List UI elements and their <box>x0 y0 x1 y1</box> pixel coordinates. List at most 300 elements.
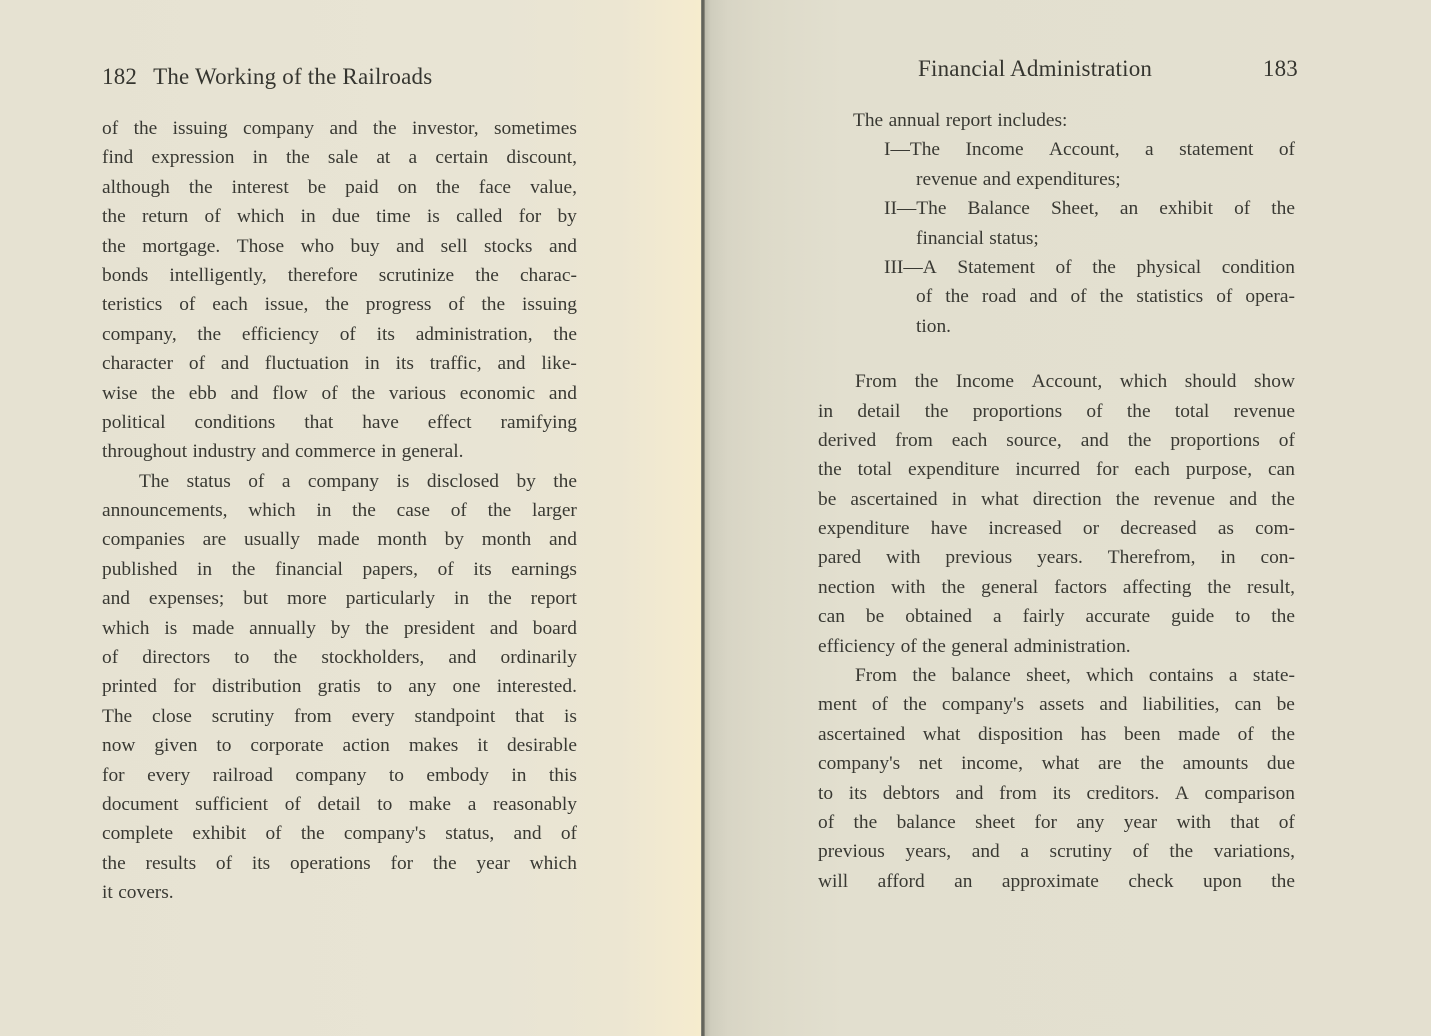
word: purpose, <box>1185 459 1253 481</box>
word: a <box>408 147 418 169</box>
word: the <box>351 382 376 404</box>
list-item-line <box>818 135 1295 164</box>
word: Statement <box>957 256 1035 278</box>
word: of <box>450 500 467 522</box>
word: balance <box>951 665 1011 687</box>
word: covers. <box>118 882 174 904</box>
word: its <box>251 852 271 874</box>
word: the <box>188 176 213 198</box>
word: the <box>102 206 126 228</box>
word: ascertained <box>818 723 906 745</box>
word: for <box>390 852 414 874</box>
word: detail <box>317 793 361 815</box>
word: to <box>1235 606 1251 628</box>
left-running-head <box>102 64 522 90</box>
text-line <box>818 485 1295 514</box>
left-paragraph-2 <box>102 467 577 908</box>
word: of <box>916 286 933 308</box>
word: which <box>1119 371 1168 393</box>
word: sometimes <box>493 118 577 139</box>
word: fairly <box>1022 606 1065 628</box>
word: the <box>1271 606 1295 628</box>
text-line <box>818 661 1295 690</box>
word: commerce <box>294 441 376 463</box>
word: the <box>197 323 222 345</box>
list-item-balance-sheet <box>818 194 1295 253</box>
word: report <box>945 110 992 131</box>
word: the <box>133 118 158 139</box>
word: the <box>372 118 397 139</box>
word: affecting <box>1122 576 1192 598</box>
word: of <box>871 694 889 716</box>
word: scrutinize <box>378 264 455 286</box>
word: assets <box>1039 694 1085 716</box>
word: the <box>475 264 499 286</box>
text-line <box>102 143 577 172</box>
word: railroad <box>212 764 273 786</box>
word: sheet, <box>1026 665 1071 687</box>
word: from <box>294 705 332 727</box>
word: have <box>362 411 399 433</box>
text-line <box>818 837 1295 866</box>
word: the <box>853 811 878 833</box>
word: annual <box>888 110 941 131</box>
word: Balance <box>967 198 1030 220</box>
right-paragraph-income <box>818 367 1295 661</box>
word: detail <box>857 400 901 422</box>
word: includes: <box>997 110 1068 131</box>
word: now <box>102 735 136 757</box>
word: of <box>204 206 221 228</box>
text-line <box>102 232 577 261</box>
word: printed <box>102 676 157 698</box>
word: com- <box>1255 518 1295 540</box>
word: a <box>1145 139 1154 161</box>
left-page-number: 182 <box>102 64 138 89</box>
word: in <box>818 400 834 422</box>
list-item-line <box>818 165 1295 194</box>
word: action <box>342 735 390 757</box>
word: intelligently, <box>169 264 267 286</box>
word: the <box>945 286 969 308</box>
word: financial <box>916 227 984 249</box>
word: the <box>1271 488 1295 510</box>
word: liabilities, <box>1142 694 1220 716</box>
word: its <box>848 782 868 804</box>
left-page <box>0 0 703 1036</box>
word: of <box>321 382 338 404</box>
word: administration. <box>1013 635 1131 657</box>
word: the <box>487 500 512 522</box>
text-line <box>102 555 577 584</box>
word: value, <box>530 176 577 198</box>
word: issuing <box>522 294 577 316</box>
word: of <box>1086 400 1103 422</box>
word: of <box>284 793 301 815</box>
word: and <box>1099 694 1128 716</box>
word: each <box>951 429 988 451</box>
word: month <box>377 529 427 551</box>
word: industry <box>192 441 257 463</box>
word: which <box>248 500 296 522</box>
list-item-line <box>818 312 1295 341</box>
word: and <box>1080 429 1109 451</box>
word: the <box>1127 429 1152 451</box>
word: upon <box>1203 870 1242 892</box>
word: the <box>436 176 460 198</box>
word: From <box>855 371 898 393</box>
word: Account, <box>1031 371 1103 393</box>
word: this <box>548 764 577 786</box>
word: will <box>818 870 849 892</box>
text-line <box>102 467 577 496</box>
word: any <box>408 676 437 698</box>
word: therefore <box>287 264 358 286</box>
word: be <box>865 606 885 628</box>
word: although <box>102 176 170 198</box>
word: source, <box>1006 429 1062 451</box>
right-page-number: 183 <box>1262 56 1298 81</box>
word: have <box>930 518 968 540</box>
word: and <box>548 382 577 404</box>
list-intro <box>818 106 1295 135</box>
word: make <box>409 793 452 815</box>
word: to <box>377 793 393 815</box>
word: results <box>145 852 197 874</box>
word: operations <box>289 852 371 874</box>
word: it <box>102 882 113 904</box>
word: amounts <box>1182 753 1249 775</box>
word: given <box>154 735 198 757</box>
word: an <box>954 870 973 892</box>
word: of <box>1234 198 1251 220</box>
right-running-head <box>918 56 1298 82</box>
word: charac- <box>519 264 577 286</box>
word: net <box>918 753 943 775</box>
word: the <box>914 371 939 393</box>
word: contains <box>1148 665 1214 687</box>
text-line <box>818 397 1295 426</box>
word: usually <box>243 529 300 551</box>
word: of <box>1237 723 1254 745</box>
word: time <box>376 206 411 228</box>
word: incurred <box>1015 459 1081 481</box>
text-line <box>818 426 1295 455</box>
word: what <box>922 723 961 745</box>
word: but <box>243 588 269 610</box>
word: or <box>1082 518 1100 540</box>
word: close <box>152 705 192 727</box>
word: every <box>147 764 191 786</box>
word: in <box>197 558 213 580</box>
word: has <box>1080 723 1107 745</box>
word: expression <box>151 147 235 169</box>
word: the <box>1207 576 1232 598</box>
word: and <box>448 647 477 669</box>
word: as <box>1217 518 1234 540</box>
word: distribution <box>212 676 302 698</box>
text-line <box>102 584 577 613</box>
word: progress <box>365 294 432 316</box>
word: every <box>351 705 395 727</box>
word: each <box>1134 459 1170 481</box>
word: of <box>265 823 282 845</box>
word: company <box>243 118 315 139</box>
word: like- <box>541 353 577 375</box>
word: in <box>252 147 268 169</box>
word: to <box>216 735 232 757</box>
word: issuing <box>172 118 228 139</box>
word: that <box>304 411 334 433</box>
word: previous <box>945 547 1013 569</box>
word: company <box>295 764 367 786</box>
word: sheet <box>975 811 1015 833</box>
word: expenditure <box>818 518 910 540</box>
word: the <box>553 323 577 345</box>
word: and <box>102 588 130 610</box>
word: years, <box>905 841 952 863</box>
word: each <box>212 294 248 316</box>
word: economic <box>459 382 536 404</box>
word: accurate <box>1085 606 1151 628</box>
text-line <box>102 849 577 878</box>
text-line <box>102 643 577 672</box>
word: document <box>102 793 179 815</box>
word: in <box>1220 547 1236 569</box>
word: at <box>376 147 391 169</box>
word: conditions <box>194 411 276 433</box>
word: creditors. <box>1086 782 1160 804</box>
word: of <box>437 558 454 580</box>
word: in <box>364 353 380 375</box>
word: investor, <box>412 118 479 139</box>
word: interest <box>231 176 289 198</box>
word: what <box>1041 753 1080 775</box>
word: interested. <box>496 676 577 698</box>
word: of <box>560 823 577 845</box>
word: a <box>992 606 1002 628</box>
word: which <box>102 617 150 639</box>
word: bonds <box>102 264 149 286</box>
word: of <box>1278 139 1295 161</box>
word: of <box>179 294 196 316</box>
word: I—The <box>884 139 940 161</box>
text-line <box>818 720 1295 749</box>
text-line <box>102 819 577 848</box>
word: The <box>853 110 884 131</box>
word: earnings <box>511 558 577 580</box>
word: the <box>273 647 298 669</box>
text-line <box>818 367 1295 396</box>
word: the <box>1271 723 1295 745</box>
text-line <box>102 525 577 554</box>
text-line <box>102 731 577 760</box>
word: status <box>186 470 231 492</box>
word: by <box>516 470 536 492</box>
word: in <box>381 441 397 463</box>
word: been <box>1123 723 1161 745</box>
word: its <box>376 323 395 345</box>
word: the <box>231 558 256 580</box>
word: state- <box>1252 665 1295 687</box>
word: its <box>1052 782 1071 804</box>
word: afford <box>877 870 925 892</box>
word: scrutiny <box>211 705 275 727</box>
word: pared <box>818 547 862 569</box>
word: by <box>330 617 351 639</box>
text-line <box>818 632 1295 661</box>
word: and <box>329 118 358 139</box>
word: to <box>376 676 393 698</box>
word: teristics <box>102 294 163 316</box>
word: a <box>1020 841 1029 863</box>
word: con- <box>1260 547 1295 569</box>
text-line <box>102 496 577 525</box>
word: From <box>855 665 898 687</box>
word: increased <box>988 518 1062 540</box>
text-line <box>818 808 1295 837</box>
list-item-line <box>818 224 1295 253</box>
word: and <box>220 353 249 375</box>
word: for <box>173 676 196 698</box>
word: month <box>481 529 532 551</box>
word: is <box>426 206 440 228</box>
word: road <box>981 286 1017 308</box>
word: direction <box>1032 488 1102 510</box>
left-page-body <box>102 114 577 908</box>
word: be <box>818 488 837 510</box>
word: and <box>230 382 259 404</box>
word: nection <box>818 576 876 598</box>
word: the <box>1140 753 1164 775</box>
word: revenue <box>1233 400 1295 422</box>
word: makes <box>408 735 459 757</box>
word: one <box>452 676 481 698</box>
text-line <box>818 867 1295 896</box>
word: fluctuation <box>264 353 349 375</box>
word: administration, <box>415 323 533 345</box>
word: financial <box>275 558 343 580</box>
word: scrutiny <box>1049 841 1113 863</box>
word: in <box>300 206 316 228</box>
word: The <box>139 470 170 492</box>
word: the <box>941 576 966 598</box>
word: traffic, <box>429 353 482 375</box>
word: throughout <box>102 441 188 463</box>
word: the <box>1115 488 1140 510</box>
word: the <box>325 294 349 316</box>
word: company's <box>941 694 1024 716</box>
word: from <box>999 782 1037 804</box>
word: exhibit <box>1159 198 1214 220</box>
word: Account, <box>1049 139 1120 161</box>
word: can <box>818 606 845 628</box>
word: called <box>456 206 503 228</box>
word: the <box>365 617 389 639</box>
word: announcements, <box>102 500 228 522</box>
word: and <box>489 617 518 639</box>
word: should <box>1184 371 1237 393</box>
word: to <box>818 782 834 804</box>
word: year <box>1123 811 1158 833</box>
text-line <box>102 320 577 349</box>
word: which <box>236 206 285 228</box>
word: and <box>1229 488 1258 510</box>
word: of <box>1278 811 1295 833</box>
word: the <box>1169 841 1194 863</box>
word: revenue <box>916 168 978 190</box>
text-line <box>818 690 1295 719</box>
word: debtors <box>882 782 940 804</box>
word: made <box>1178 723 1221 745</box>
word: the <box>481 294 506 316</box>
word: the <box>1099 286 1124 308</box>
word: for <box>1034 811 1057 833</box>
word: the <box>102 235 126 257</box>
list-item-line <box>818 194 1295 223</box>
word: a <box>467 793 477 815</box>
word: of <box>818 811 835 833</box>
text-line <box>818 779 1295 808</box>
word: corporate <box>250 735 324 757</box>
word: ordinarily <box>500 647 577 669</box>
word: the <box>352 500 376 522</box>
word: expenses; <box>148 588 225 610</box>
list-item-line <box>818 253 1295 282</box>
word: ment <box>818 694 857 716</box>
word: Income <box>965 139 1024 161</box>
word: Therefrom, <box>1107 547 1196 569</box>
word: total <box>857 459 893 481</box>
word: and <box>1029 286 1058 308</box>
word: of <box>1216 286 1233 308</box>
word: to <box>234 647 250 669</box>
word: for <box>518 206 542 228</box>
word: any <box>1076 811 1105 833</box>
word: due <box>331 206 360 228</box>
word: sale <box>327 147 359 169</box>
word: the <box>922 635 946 657</box>
word: with <box>1176 811 1211 833</box>
word: the <box>488 588 512 610</box>
word: status, <box>445 823 495 845</box>
word: the <box>102 852 126 874</box>
word: status; <box>989 227 1039 249</box>
word: company's <box>818 753 901 775</box>
word: wise <box>102 382 138 404</box>
word: company's <box>343 823 426 845</box>
word: can <box>1234 694 1262 716</box>
word: what <box>980 488 1019 510</box>
word: papers, <box>362 558 418 580</box>
word: approximate <box>1001 870 1099 892</box>
word: president <box>403 617 475 639</box>
word: due <box>1266 753 1295 775</box>
word: are <box>202 529 227 551</box>
word: more <box>286 588 327 610</box>
word: disclosed <box>426 470 499 492</box>
word: efficiency <box>241 323 319 345</box>
word: made <box>317 529 360 551</box>
word: which <box>1086 665 1134 687</box>
word: expenditures; <box>1016 168 1121 190</box>
word: paid <box>345 176 379 198</box>
word: certain <box>435 147 489 169</box>
word: with <box>885 547 921 569</box>
text-line <box>102 202 577 231</box>
word: and <box>955 782 984 804</box>
word: be <box>1276 694 1295 716</box>
